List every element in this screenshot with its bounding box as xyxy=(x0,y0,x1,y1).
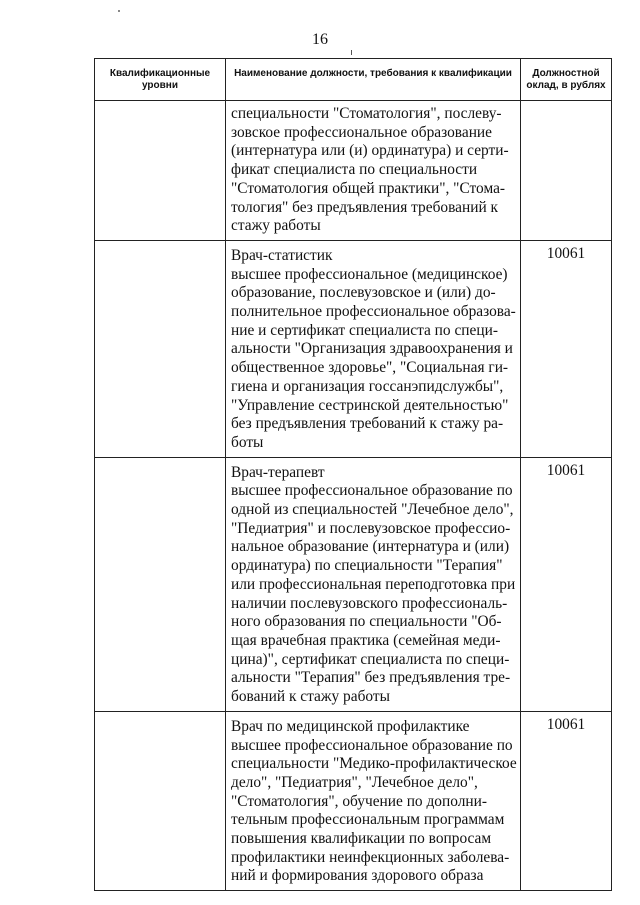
requirement-text-line: ние и сертификат специалиста по специ- xyxy=(231,321,498,339)
page-number: 16 xyxy=(312,31,328,48)
header-qualification-levels: Квалификационные уровни xyxy=(95,59,226,101)
requirement-text-line: нальное образование (интернатура и (или) xyxy=(231,538,510,556)
requirement-text-line: бований к стажу работы xyxy=(231,688,390,706)
header-salary: Должностной оклад, в рублях xyxy=(521,59,612,101)
requirement-text-line: "Стоматология", обучение по дополни- xyxy=(231,792,488,810)
requirement-text-line: альности "Организация здравоохранения и xyxy=(231,340,513,358)
requirement-text-line: профилактики неинфекционных заболева- xyxy=(231,848,510,866)
cell-position-requirements xyxy=(226,240,521,457)
salary-value: 10061 xyxy=(546,461,586,479)
requirement-text-line: фикат специалиста по специальности xyxy=(231,161,478,179)
header-position-requirements: Наименование должности, требования к квалификации xyxy=(226,59,521,101)
cell-qualification-level xyxy=(95,457,226,711)
cell-salary xyxy=(521,101,612,241)
requirement-text-line: тология" без предъявления требований к xyxy=(231,198,499,216)
cell-qualification-level xyxy=(95,711,226,890)
cell-position-requirements xyxy=(226,101,521,241)
cell-salary xyxy=(521,240,612,457)
requirement-text-line: альности "Терапия" без предъявления тре- xyxy=(231,669,511,687)
cell-qualification-level xyxy=(95,101,226,241)
requirement-text-line: боты xyxy=(231,433,264,451)
requirement-text-line: высшее профессиональное образование по xyxy=(231,482,513,500)
requirement-text-line: зовское профессиональное образование xyxy=(231,123,492,141)
table-row xyxy=(95,240,612,457)
table-body xyxy=(95,101,612,891)
requirement-text-line: без предъявления требований к стажу ра- xyxy=(231,415,504,433)
requirement-text-line: (интернатура или (и) ординатура) и серти- xyxy=(231,142,509,160)
requirement-text-line: "Стоматология общей практики", "Стома- xyxy=(231,179,506,197)
requirement-text-line: ординатура) по специальности "Терапия" xyxy=(231,557,503,575)
requirement-text-line: высшее профессиональное образование по xyxy=(231,736,513,754)
requirement-text-line: ного образования по специальности "Об- xyxy=(231,613,502,631)
requirement-text-line: специальности "Медико-профилактическое xyxy=(231,755,517,773)
requirement-text-line: специальности "Стоматология", послеву- xyxy=(231,105,502,122)
requirement-text-line: или профессиональная переподготовка при xyxy=(231,575,516,593)
scan-tick-mark xyxy=(351,50,352,55)
requirement-text-line: наличии послевузовского профессиональ- xyxy=(231,594,508,612)
table-row xyxy=(95,711,612,890)
requirement-text-line: образование, послевузовское и (или) до- xyxy=(231,284,496,302)
requirement-text-line: цина)", сертификат специалиста по специ- xyxy=(231,650,510,668)
requirement-text-line: дело", "Педиатрия", "Лечебное дело", xyxy=(231,773,478,791)
scan-speck xyxy=(118,10,120,12)
requirement-text-line: "Управление сестринской деятельностью" xyxy=(231,396,509,414)
requirement-text-line: "Педиатрия" и послевузовское профессио- xyxy=(231,519,511,537)
position-title: Врач-статистик xyxy=(231,246,333,264)
requirement-text-line: ний и формирования здорового образа xyxy=(231,867,484,885)
cell-position-requirements xyxy=(226,711,521,890)
cell-qualification-level xyxy=(95,240,226,457)
requirement-text-line: повышения квалификации по вопросам xyxy=(231,830,492,848)
requirement-text-line: одной из специальностей "Лечебное дело", xyxy=(231,501,514,519)
requirement-text-line: тельным профессиональным программам xyxy=(231,811,505,829)
cell-salary xyxy=(521,457,612,711)
cell-salary xyxy=(521,711,612,890)
table-row xyxy=(95,457,612,711)
position-title: Врач-терапевт xyxy=(231,463,325,481)
position-title: Врач по медицинской профилактике xyxy=(231,717,470,735)
requirement-text-line: гиена и организация госсанэпидслужбы", xyxy=(231,377,504,395)
cell-position-requirements xyxy=(226,457,521,711)
requirement-text-line: щая врачебная практика (семейная меди- xyxy=(231,631,501,649)
qualification-table xyxy=(94,58,612,891)
requirement-text-line: полнительное профессиональное образова- xyxy=(231,303,516,321)
requirement-text-line: высшее профессиональное (медицинское) xyxy=(231,265,508,283)
table-row xyxy=(95,101,612,241)
salary-value: 10061 xyxy=(546,244,586,262)
requirement-text-line: общественное здоровье", "Социальная ги- xyxy=(231,359,509,377)
table-header-row xyxy=(95,59,612,101)
requirement-text-line: стажу работы xyxy=(231,217,321,235)
salary-value: 10061 xyxy=(546,715,586,733)
